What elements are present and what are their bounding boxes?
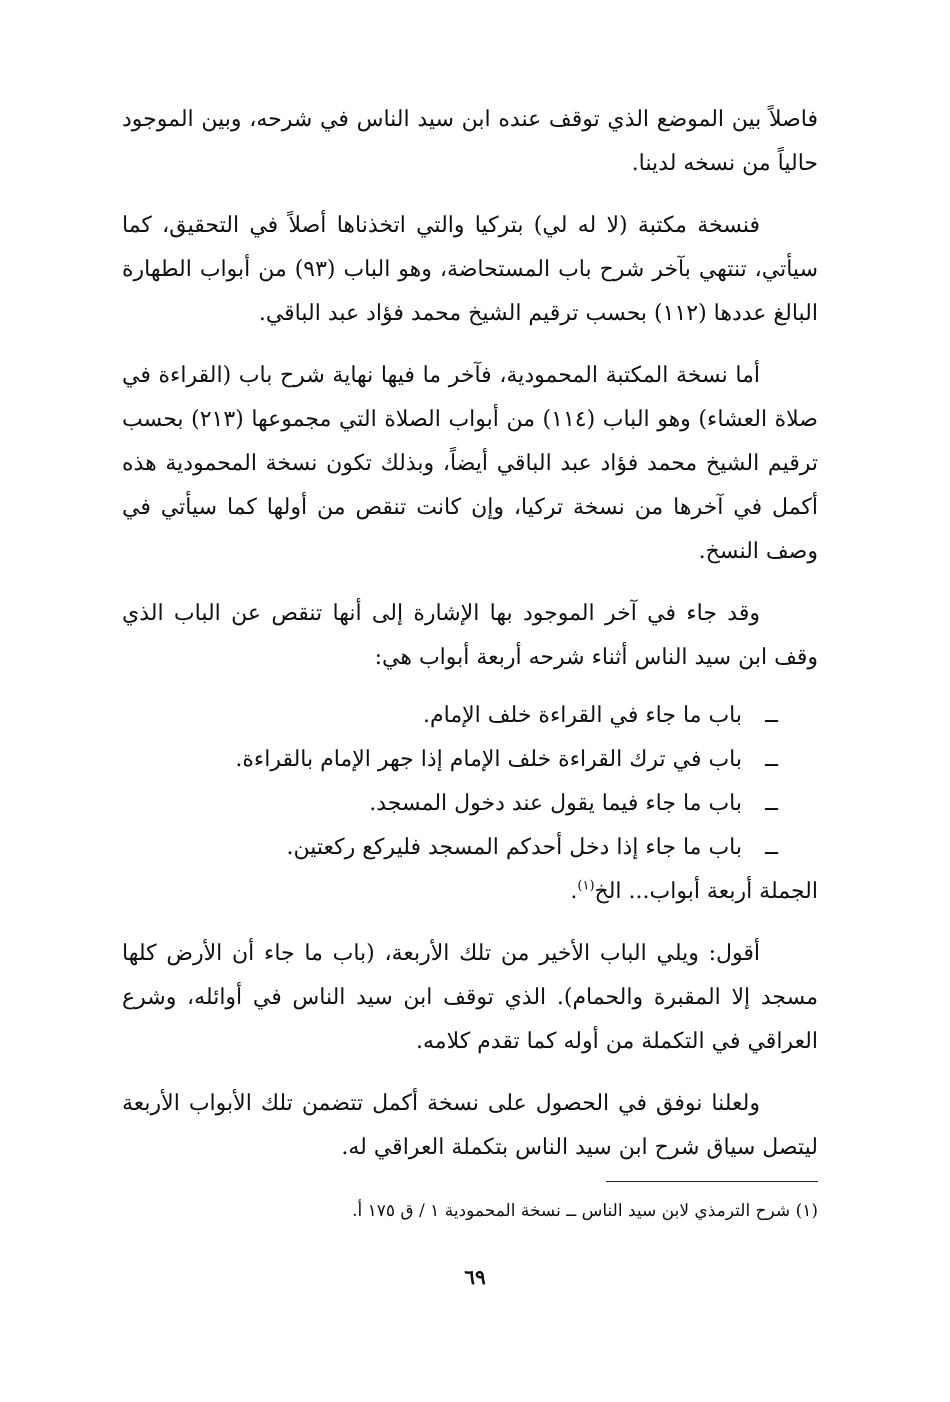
list-item-text: باب في ترك القراءة خلف الإمام إذا جهر الإمام بالقراءة.: [235, 747, 742, 772]
list-item-text: باب ما جاء في القراءة خلف الإمام.: [423, 703, 742, 728]
list-item: [122, 738, 818, 782]
footnote-divider: [606, 1181, 818, 1182]
list-item: [122, 782, 818, 826]
list-item: [122, 694, 818, 738]
paragraph-3: أما نسخة المكتبة المحمودية، فآخر ما فيها نهاية شرح باب (القراءة في صلاة العشاء) وهو الباب (١١٤) من أبواب الصلاة التي مجموعها (٢١٣) بحسب ترقيم الشيخ محمد فؤاد عبد الباقي أيضاً، وبذلك تكون نسخة المحمودية هذه أكمل في آخرها من نسخة تركيا، وإن كانت تنقص من أولها كما سيأتي في وصف النسخ.: [122, 363, 818, 564]
list-dash: ــ: [765, 703, 778, 728]
list-item-text: باب ما جاء إذا دخل أحدكم المسجد فليركع ركعتين.: [286, 835, 742, 860]
list-dash: ــ: [765, 747, 778, 772]
page-body: [122, 98, 818, 1170]
list-dash: ــ: [765, 835, 778, 860]
list-summary: [122, 870, 818, 914]
list-dash: ــ: [765, 791, 778, 816]
chapters-list: [122, 694, 818, 870]
list-summary-text: الجملة أربعة أبواب... الخ: [594, 879, 818, 904]
footnote-reference[interactable]: (١): [577, 878, 595, 894]
paragraph-4: وقد جاء في آخر الموجود بها الإشارة إلى أنها تنقص عن الباب الذي وقف ابن سيد الناس أثناء شرحه أربعة أبواب هي:: [122, 601, 818, 670]
page-number: ٦٩: [464, 1265, 486, 1289]
list-item: [122, 826, 818, 870]
list-item-text: باب ما جاء فيما يقول عند دخول المسجد.: [369, 791, 742, 816]
paragraph-2: فنسخة مكتبة (لا له لي) بتركيا والتي اتخذناها أصلاً في التحقيق، كما سيأتي، تنتهي بآخر شرح باب المستحاضة، وهو الباب (٩٣) من أبواب الطهارة البالغ عددها (١١٢) بحسب ترقيم الشيخ محمد فؤاد عبد الباقي.: [122, 213, 819, 326]
paragraph-5: أقول: ويلي الباب الأخير من تلك الأربعة، (باب ما جاء أن الأرض كلها مسجد إلا المقبرة والحمام). الذي توقف ابن سيد الناس في أوائله، وشرع العراقي في التكملة من أوله كما تقدم كلامه.: [122, 941, 818, 1054]
paragraph-1: فاصلاً بين الموضع الذي توقف عنده ابن سيد الناس في شرحه، وبين الموجود حالياً من نسخه لدينا.: [122, 107, 818, 176]
paragraph-6: ولعلنا نوفق في الحصول على نسخة أكمل تتضمن تلك الأبواب الأربعة ليتصل سياق شرح ابن سيد الناس بتكملة العراقي له.: [122, 1091, 818, 1160]
list-summary-end: .: [570, 879, 578, 904]
footnote: (١) شرح الترمذي لابن سيد الناس ــ نسخة المحمودية ١ / ق ١٧٥ أ.: [352, 1201, 818, 1221]
